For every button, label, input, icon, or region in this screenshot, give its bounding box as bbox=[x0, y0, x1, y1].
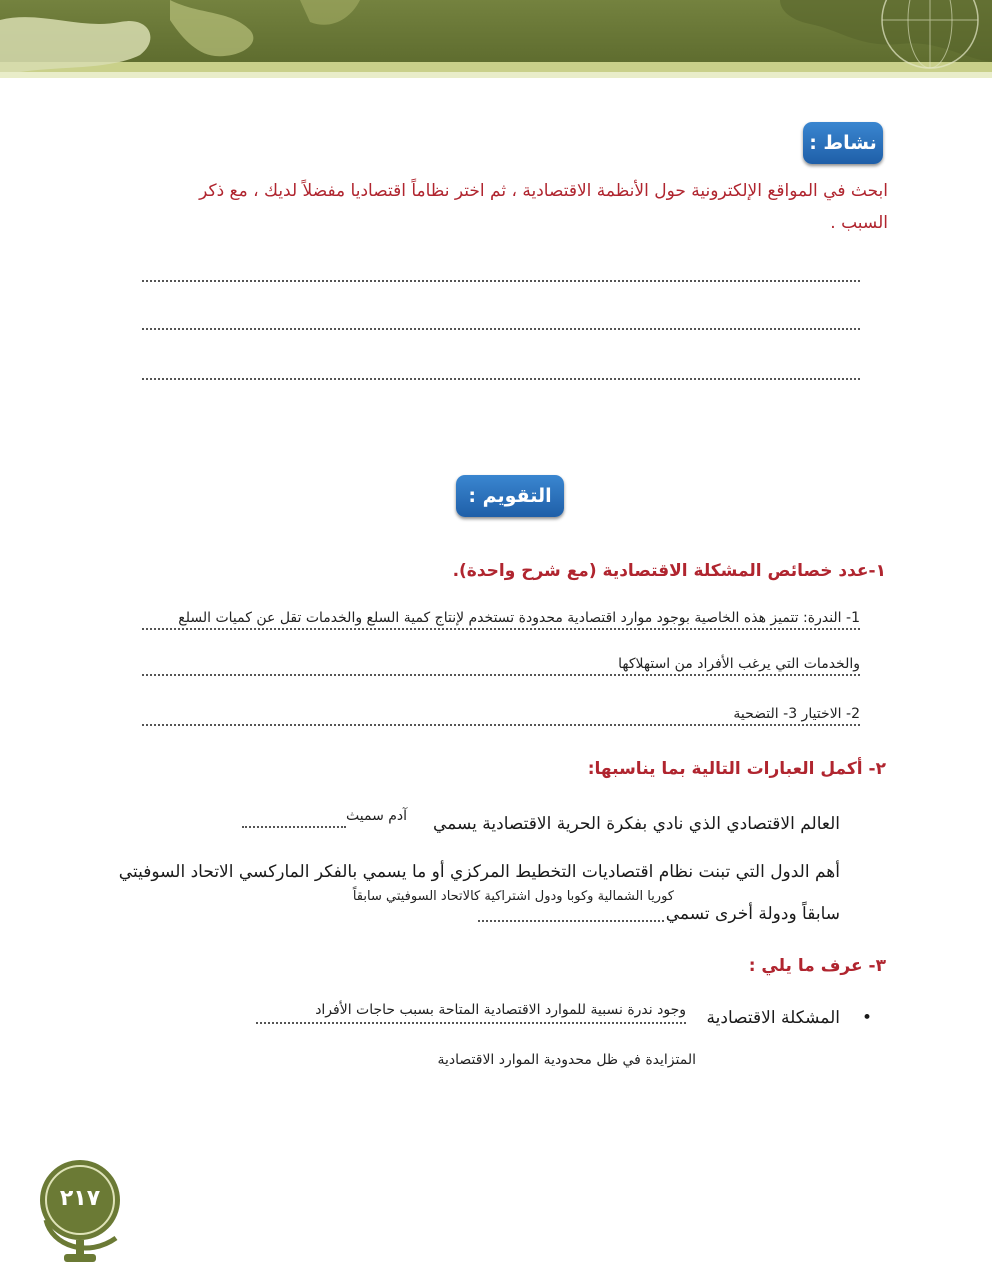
q3-definition-line2: المتزايدة في ظل محدودية الموارد الاقتصادية bbox=[437, 1052, 696, 1068]
bullet-icon: • bbox=[861, 1008, 872, 1028]
answer-line[interactable] bbox=[142, 378, 860, 380]
answer-line[interactable] bbox=[256, 1022, 686, 1024]
q2-statement2-line2: سابقاً ودولة أخرى تسمي bbox=[665, 904, 840, 924]
q2-statement2-answer: كوريا الشمالية وكوبا ودول اشتراكية كالاتحاد السوفيتي سابقاً bbox=[352, 889, 674, 904]
answer-line[interactable] bbox=[142, 280, 860, 282]
q1-answer-line1: 1- الندرة: تتميز هذه الخاصية بوجود موارد اقتصادية محدودة تستخدم لإنتاج كمية السلع والخدمات تقل عن كميات السلع bbox=[178, 610, 860, 626]
q3-definition-line1: وجود ندرة نسبية للموارد الاقتصادية المتاحة بسبب حاجات الأفراد bbox=[315, 1002, 686, 1018]
q2-statement2-line1: أهم الدول التي تبنت نظام اقتصاديات التخطيط المركزي أو ما يسمي بالفكر الماركسي الاتحاد السوفيتي bbox=[118, 862, 840, 882]
activity-badge: نشاط : bbox=[803, 122, 883, 164]
q2-statement1-answer: آدم سميث bbox=[346, 808, 408, 824]
answer-line[interactable] bbox=[142, 328, 860, 330]
answer-line[interactable] bbox=[142, 628, 860, 630]
page-number: ٢١٧ bbox=[59, 1186, 101, 1211]
world-map-banner-graphic bbox=[0, 0, 992, 90]
q1-answer-line3: 2- الاختيار 3- التضحية bbox=[733, 706, 860, 722]
answer-line[interactable] bbox=[142, 724, 860, 726]
answer-line[interactable] bbox=[142, 674, 860, 676]
page-number-globe-icon bbox=[38, 1158, 122, 1242]
question-3-title: ٣- عرف ما يلي : bbox=[748, 956, 886, 976]
header-banner bbox=[0, 0, 992, 90]
answer-blank[interactable] bbox=[242, 826, 346, 828]
evaluation-badge: التقويم : bbox=[456, 475, 564, 517]
q1-answer-line2: والخدمات التي يرغب الأفراد من استهلاكها bbox=[618, 656, 860, 672]
activity-instruction-line2: السبب . bbox=[830, 213, 888, 233]
q3-term: المشكلة الاقتصادية bbox=[706, 1008, 840, 1028]
q2-statement1: العالم الاقتصادي الذي نادي بفكرة الحرية الاقتصادية يسمي bbox=[432, 814, 840, 834]
question-2-title: ٢- أكمل العبارات التالية بما يناسبها: bbox=[587, 759, 886, 779]
answer-blank[interactable] bbox=[478, 920, 664, 922]
activity-instruction-line1: ابحث في المواقع الإلكترونية حول الأنظمة الاقتصادية ، ثم اختر نظاماً اقتصاديا مفضلاً لديك ، مع ذكر bbox=[199, 181, 888, 201]
question-1-title: ١-عدد خصائص المشكلة الاقتصادية (مع شرح واحدة). bbox=[452, 561, 886, 581]
